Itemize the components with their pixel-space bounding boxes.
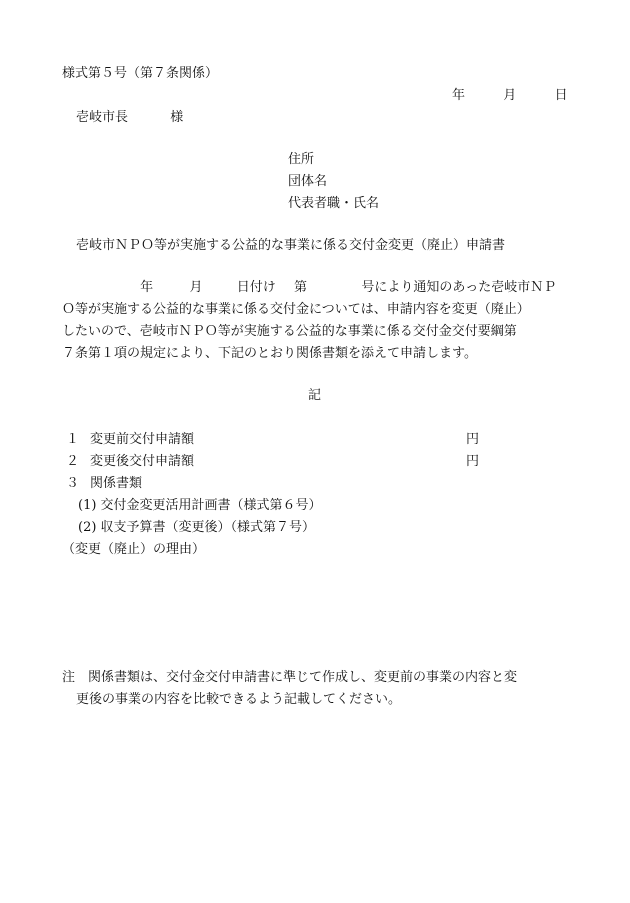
item-1-unit: 円 [466,432,480,447]
group-name-label: 団体名 [288,174,328,189]
ki-heading: 記 [308,388,322,403]
reason-label: （変更（廃止）の理由） [62,542,206,557]
item-2-unit: 円 [466,454,480,469]
body-day-label: 日付け [236,280,276,295]
date-line [452,88,568,104]
note-line-2: 更後の事業の内容を比較できるよう記載してください。 [76,692,402,707]
addressee [76,110,183,126]
body-year-label: 年 [140,280,154,295]
body-dai-label: 第 [294,280,308,295]
representative-label: 代表者職・氏名 [288,196,380,211]
form-number: 様式第５号（第７条関係） [62,66,219,81]
date-month-label: 月 [503,88,517,103]
item-3-number: ３ [66,476,80,491]
sub-item-2: (2) 収支予算書（変更後）（様式第７号） [78,520,316,535]
date-year-label: 年 [452,88,466,103]
addressee-name: 壱岐市長 [76,110,129,125]
addressee-honorific: 様 [170,110,184,125]
sub-item-1: (1) 交付金変更活用計画書（様式第６号） [78,498,322,513]
body-line-3: したいので、壱岐市ＮＰＯ等が実施する公益的な事業に係る交付金交付要綱第 [62,324,517,339]
body-line-4: ７条第１項の規定により、下記のとおり関係書類を添えて申請します。 [62,346,477,361]
note-line-1: 注 関係書類は、交付金交付申請書に準じて作成し、変更前の事業の内容と変 [62,670,518,685]
item-2-number: ２ [66,454,80,469]
body-line-1-rest: 号により通知のあった壱岐市ＮＰ [361,280,557,295]
item-3-label: 関係書類 [90,476,143,491]
body-month-label: 月 [189,280,203,295]
body-line-2: Ｏ等が実施する公益的な事業に係る交付金については、申請内容を変更（廃止） [62,302,530,317]
item-1-number: １ [66,432,80,447]
address-label: 住所 [288,152,315,167]
item-1-label: 変更前交付申請額 [90,432,195,447]
body-line-1 [62,280,556,296]
date-day-label: 日 [554,88,568,103]
document-title: 壱岐市ＮＰＯ等が実施する公益的な事業に係る交付金変更（廃止）申請書 [76,238,506,253]
item-2-label: 変更後交付申請額 [90,454,195,469]
